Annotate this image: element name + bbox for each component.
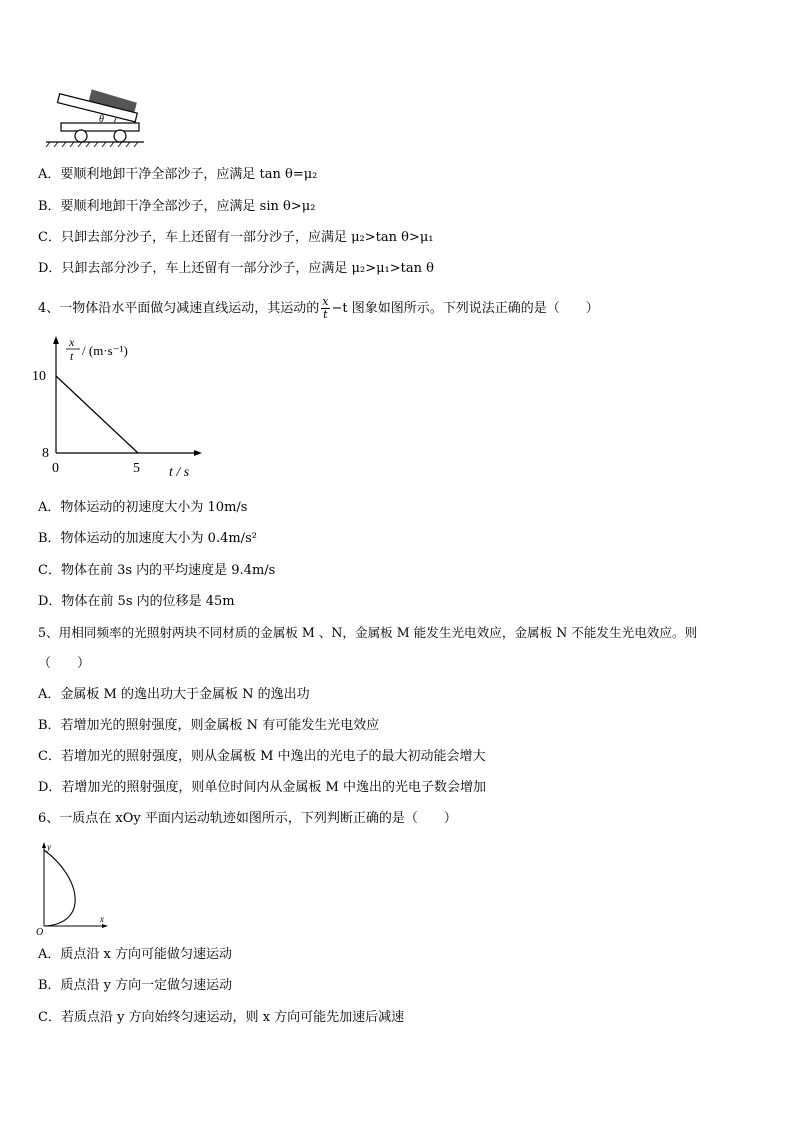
- q4-option-a: A．物体运动的初速度大小为 10m/s: [38, 500, 248, 515]
- trajectory-curve: [44, 850, 75, 926]
- y-axis-unit: / (m·s⁻¹): [82, 343, 128, 358]
- q6-option-b: B．质点沿 y 方向一定做匀速运动: [38, 978, 233, 993]
- q4-option-d: D．物体在前 5s 内的位移是 45m: [38, 594, 235, 609]
- q6-option-c: C．若质点沿 y 方向始终匀速运动，则 x 方向可能先加速后减速: [38, 1010, 405, 1025]
- q3-option-c: C．只卸去部分沙子，车上还留有一部分沙子，应满足 μ₂>tan θ>μ₁: [38, 230, 434, 245]
- q5-stem-line1: 5、用相同频率的光照射两块不同材质的金属板 M 、N，金属板 M 能发生光电效应，金属板 N 不能发生光电效应。则: [38, 625, 698, 640]
- y-axis-arrow: [53, 336, 59, 344]
- angle-theta-label: θ: [99, 114, 104, 125]
- q3-option-a: A．要顺利地卸干净全部沙子，应满足 tan θ=μ₂: [38, 167, 318, 182]
- y-tick-10: 10: [32, 369, 46, 384]
- q6-trajectory-graph: [34, 838, 114, 936]
- q4-stem-before: 4、一物体沿水平面做匀减速直线运动，其运动的: [38, 301, 320, 316]
- q4-frac-num: x: [322, 295, 329, 308]
- q3-option-b: B．要顺利地卸干净全部沙子，应满足 sin θ>μ₂: [38, 199, 316, 214]
- x-label: x: [100, 914, 104, 924]
- origin-label: 0: [52, 461, 59, 476]
- q4-xt-t-graph: [28, 334, 208, 480]
- q3-option-d: D．只卸去部分沙子，车上还留有一部分沙子，应满足 μ₂>μ₁>tan θ: [38, 261, 434, 276]
- q4-fraction: [321, 296, 329, 321]
- q4-option-c: C．物体在前 3s 内的平均速度是 9.4m/s: [38, 563, 276, 578]
- dump-truck-figure: [36, 78, 146, 148]
- q4-stem-after: −t 图象如图所示。下列说法正确的是（ ）: [331, 301, 599, 316]
- y-label: y: [47, 842, 51, 852]
- q4-stem: [38, 296, 599, 321]
- q5-option-d: D．若增加光的照射强度，则单位时间内从金属板 M 中逸出的光电子数会增加: [38, 780, 486, 795]
- x-axis-label: t / s: [169, 465, 190, 480]
- q6-option-a: A．质点沿 x 方向可能做匀速运动: [38, 947, 232, 962]
- q6-stem: 6、一质点在 xOy 平面内运动轨迹如图所示，下列判断正确的是（ ）: [38, 811, 457, 826]
- y-axis-label-num: x: [69, 335, 75, 349]
- data-line: [56, 376, 138, 453]
- q5-stem-line2: （ ）: [38, 656, 91, 671]
- x-tick-5: 5: [133, 461, 140, 476]
- q5-option-c: C．若增加光的照射强度，则从金属板 M 中逸出的光电子的最大初动能会增大: [38, 749, 486, 764]
- y-axis-arrow: [42, 842, 46, 848]
- q5-option-b: B．若增加光的照射强度，则金属板 N 有可能发生光电效应: [38, 718, 380, 733]
- q5-option-a: A．金属板 M 的逸出功大于金属板 N 的逸出功: [38, 687, 310, 702]
- x-axis-arrow: [102, 924, 108, 928]
- y-axis-label-den: t: [70, 349, 74, 363]
- origin-label: O: [36, 927, 44, 936]
- q4-option-b: B．物体运动的加速度大小为 0.4m/s²: [38, 531, 257, 546]
- x-axis-arrow: [194, 450, 202, 456]
- y-tick-8: 8: [42, 446, 49, 461]
- q4-frac-den: t: [323, 308, 328, 321]
